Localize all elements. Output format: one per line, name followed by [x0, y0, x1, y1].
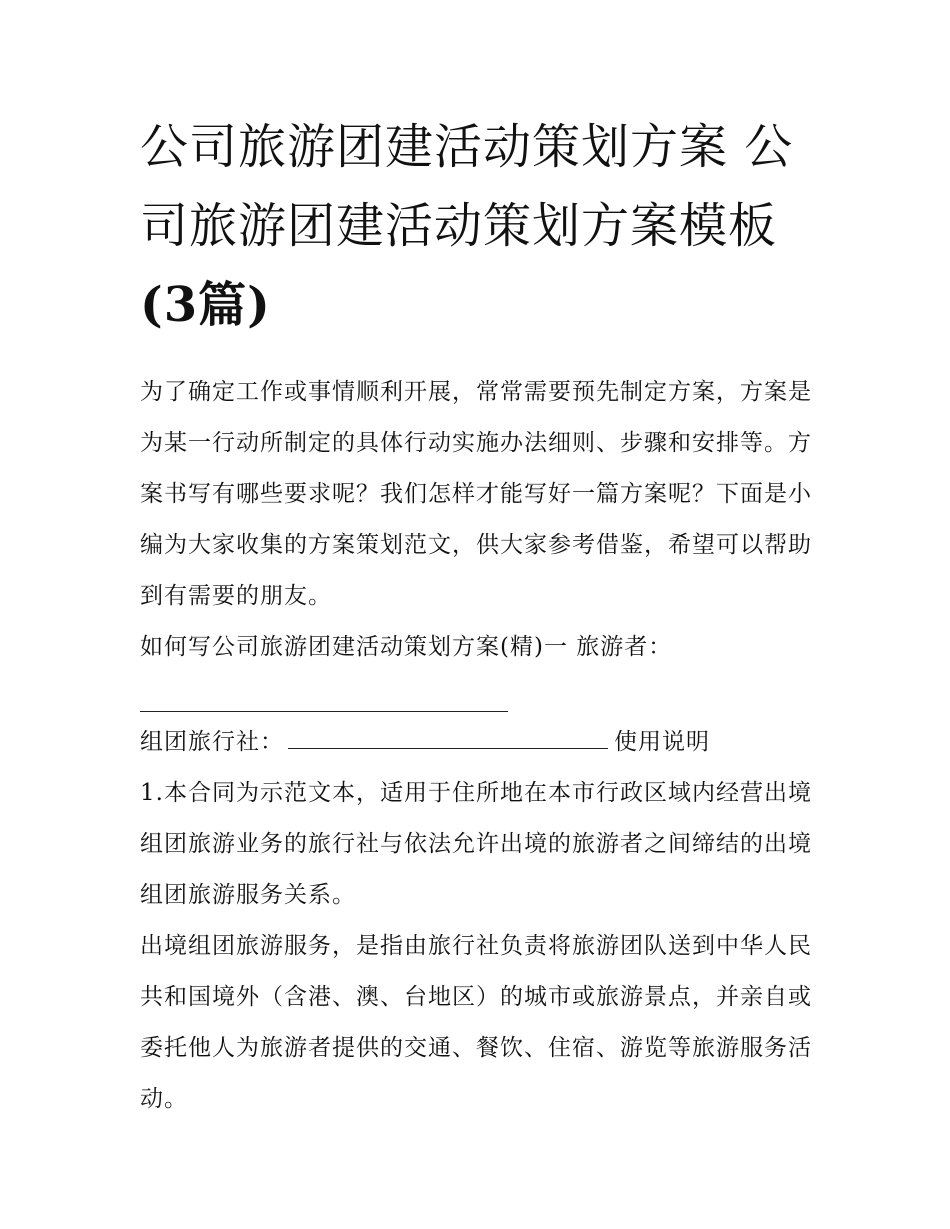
clause-1-paragraph: 1.本合同为示范文本，适用于住所地在本市行政区域内经营出境组团旅游业务的旅行社与依法允许出境的旅游者之间缔结的出境组团旅游服务关系。 [140, 780, 812, 908]
agency-blank-line [288, 726, 608, 749]
usage-label: 使用说明 [614, 729, 710, 755]
tourist-blank-line [140, 673, 508, 712]
intro-paragraph: 为了确定工作或事情顺利开展，常常需要预先制定方案，方案是为某一行动所制定的具体行动实施办法细则、步骤和安排等。方案书写有哪些要求呢？我们怎样才能写好一篇方案呢？下面是小编为大家收集的方案策划范文，供大家参考借鉴，希望可以帮助到有需要的朋友。 [140, 379, 812, 609]
agency-label: 组团旅行社： [140, 729, 284, 755]
title-text: 公司旅游团建活动策划方案 公司旅游团建活动策划方案模板 [140, 119, 794, 254]
document-page [140, 108, 820, 1125]
document-title [140, 108, 820, 345]
definition-paragraph: 出境组团旅游服务，是指由旅行社负责将旅游团队送到中华人民共和国境外（含港、澳、台地区）的城市或旅游景点，并亲自或委托他人为旅游者提供的交通、餐饮、住宿、游览等旅游服务活动。 [140, 933, 812, 1112]
section-heading: 如何写公司旅游团建活动策划方案(精)一 旅游者： [140, 634, 673, 660]
agency-line [140, 717, 820, 768]
title-count: (3篇) [140, 277, 271, 333]
